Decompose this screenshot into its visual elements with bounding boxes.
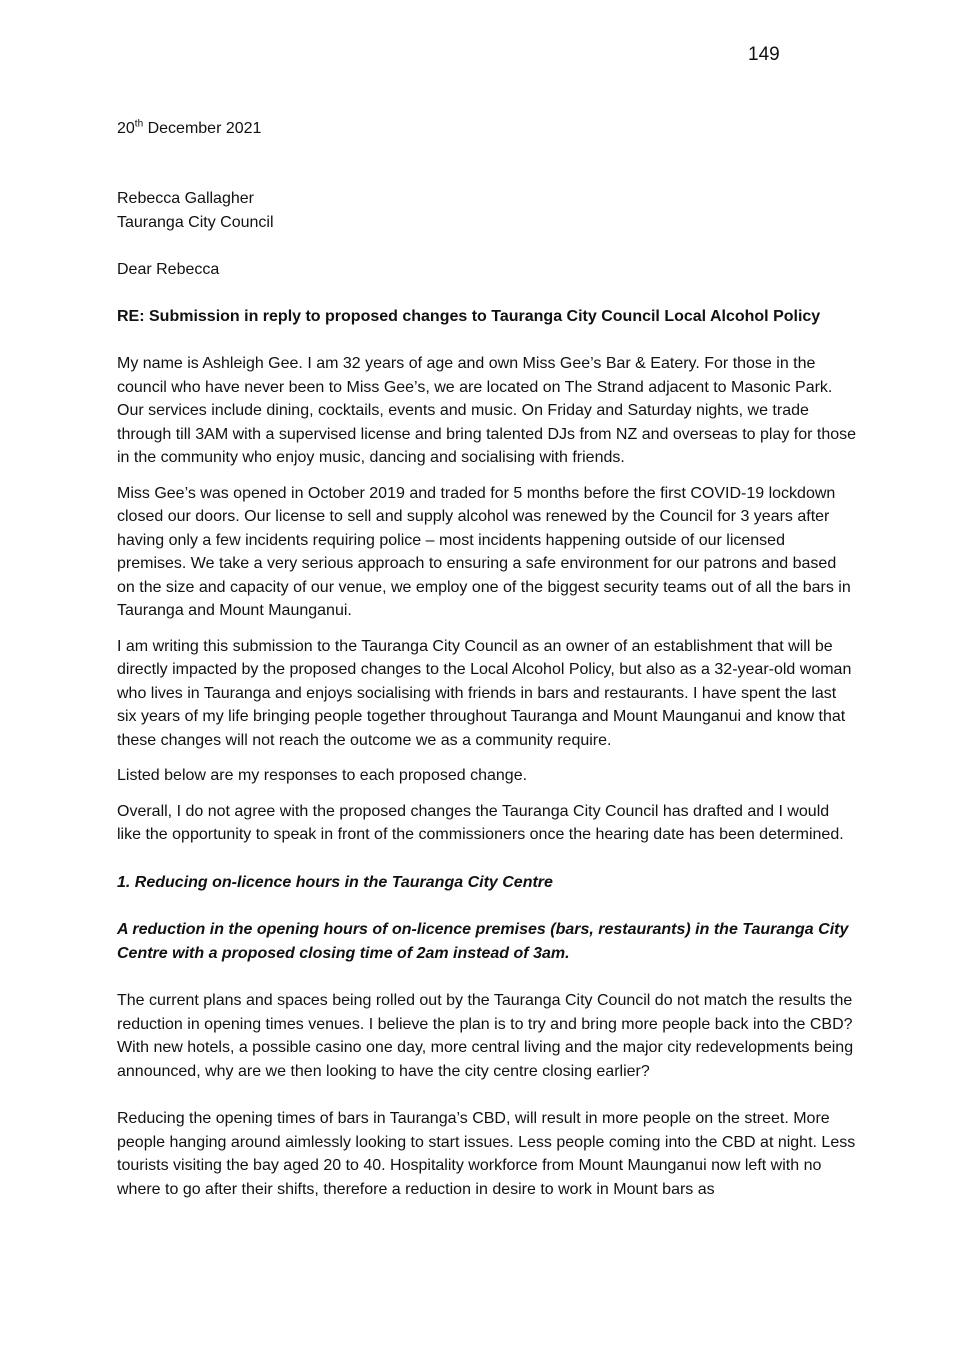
recipient-org: Tauranga City Council: [117, 213, 274, 231]
recipient-block: [117, 187, 857, 234]
body-paragraph: Listed below are my responses to each proposed change.: [117, 767, 528, 784]
date-suffix: th: [134, 118, 144, 130]
date-day: 20: [117, 120, 135, 137]
subject-line: RE: Submission in reply to proposed changes to Tauranga City Council Local Alcohol Policy: [117, 308, 821, 325]
letter-body: [117, 352, 857, 1213]
body-paragraph: My name is Ashleigh Gee. I am 32 years of age and own Miss Gee’s Bar & Eatery. For those in the council who have never been to Miss Gee’s, we are located on The Strand adjacent to Masonic Park. Our services include dining, cocktails, events and music. On Friday and Saturday nights, we trade through till 3AM with a supervised license and bring talented DJs from NZ and overseas to play for those in the community who enjoy music, dancing and socialising with friends.: [117, 355, 857, 466]
page-number: 149: [748, 44, 780, 65]
body-paragraph: I am writing this submission to the Tauranga City Council as an owner of an establishment that will be directly impacted by the proposed changes to the Local Alcohol Policy, but also as a 32-year-old woman who lives in Tauranga and enjoys socialising with friends in bars and restaurants. I have spent the last six years of my life bringing people together throughout Tauranga and Mount Maunganui and know that these changes will not reach the outcome we as a community require.: [117, 637, 852, 749]
salutation: Dear Rebecca: [117, 261, 220, 278]
section-paragraph: The current plans and spaces being rolled out by the Tauranga City Council do not match the results the reduction in opening times venues. I believe the plan is to try and bring more people back into the CBD? With new hotels, a possible casino one day, more central living and the major city redevelopments being announced, why are we then looking to have the city centre closing earlier?: [117, 992, 854, 1080]
section-subheading: A reduction in the opening hours of on-licence premises (bars, restaurants) in the Tauranga City Centre with a proposed closing time of 2am instead of 3am.: [117, 921, 849, 962]
recipient-name: Rebecca Gallagher: [117, 190, 254, 207]
body-paragraph: Miss Gee’s was opened in October 2019 and traded for 5 months before the first COVID-19 lockdown closed our doors. Our license to sell and supply alcohol was renewed by the Council for 3 years after having only a few incidents requiring police – most incidents happening outside of our licensed premises. We take a very serious approach to ensuring a safe environment for our patrons and based on the size and capacity of our venue, we employ one of the biggest security teams out of all the bars in Tauranga and Mount Maunganui.: [117, 484, 851, 619]
date-rest: December 2021: [143, 120, 262, 137]
section-heading: 1. Reducing on-licence hours in the Tauranga City Centre: [117, 873, 553, 891]
letter-date: [117, 117, 857, 141]
body-paragraph: Overall, I do not agree with the proposed changes the Tauranga City Council has drafted and I would like the opportunity to speak in front of the commissioners once the hearing date has been determined.: [117, 802, 844, 843]
section-paragraph: Reducing the opening times of bars in Tauranga’s CBD, will result in more people on the street. More people hanging around aimlessly looking to start issues. Less people coming into the CBD at night. Less tourists visiting the bay aged 20 to 40. Hospitality workforce from Mount Maunganui now left with no where to go after their shifts, therefore a reduction in desire to work in Mount bars as: [117, 1110, 856, 1198]
